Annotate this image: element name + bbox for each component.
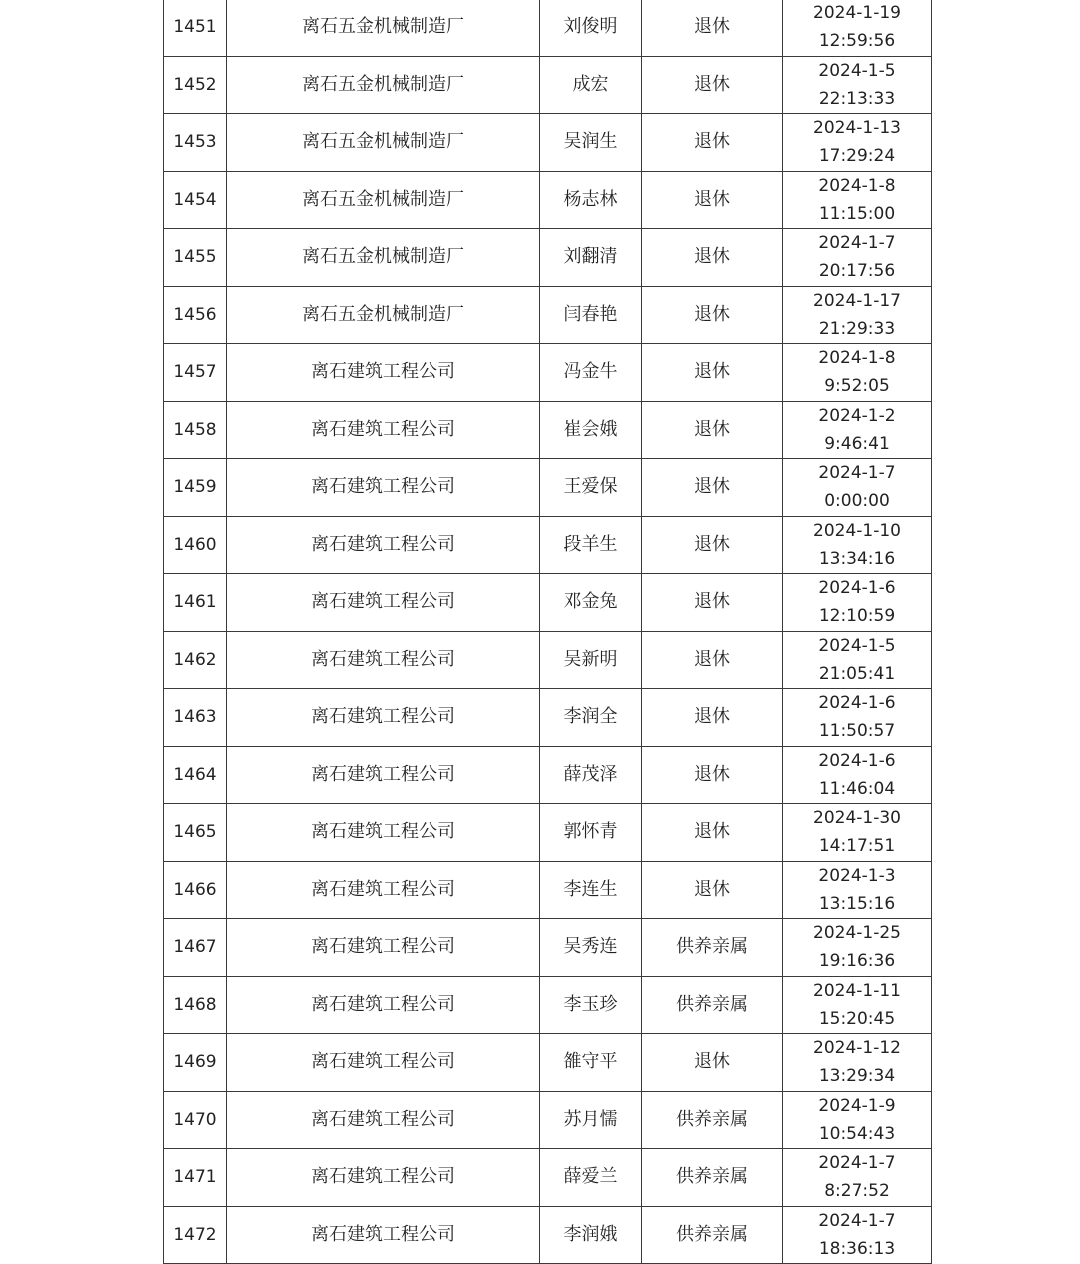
unit-name-cell: 离石建筑工程公司 [227, 401, 540, 459]
table-row [164, 1206, 932, 1264]
time-text: 14:17:51 [818, 836, 896, 857]
date-text: 2024-1-7 [818, 1210, 896, 1231]
date-text: 2024-1-17 [813, 290, 901, 311]
category-cell: 退休 [642, 574, 783, 632]
row-number-cell: 1459 [164, 459, 227, 517]
datetime-cell [783, 401, 932, 459]
table-row [164, 1034, 932, 1092]
person-name-cell: 薛爱兰 [540, 1149, 642, 1207]
datetime-cell [783, 114, 932, 172]
category-cell: 退休 [642, 56, 783, 114]
person-name-cell: 薛茂泽 [540, 746, 642, 804]
datetime-cell [783, 976, 932, 1034]
datetime-cell [783, 1206, 932, 1264]
date-text: 2024-1-6 [818, 578, 896, 599]
table-row [164, 1091, 932, 1149]
table-row [164, 574, 932, 632]
datetime-cell [783, 1034, 932, 1092]
date-text: 2024-1-7 [818, 233, 896, 254]
table-row [164, 919, 932, 977]
person-name-cell: 王爱保 [540, 459, 642, 517]
date-text: 2024-1-10 [813, 520, 901, 541]
unit-name-cell: 离石五金机械制造厂 [227, 0, 540, 56]
datetime-cell [783, 919, 932, 977]
row-number-cell: 1452 [164, 56, 227, 114]
person-name-cell: 李润全 [540, 689, 642, 747]
datetime-cell [783, 516, 932, 574]
record-table [163, 0, 932, 1264]
unit-name-cell: 离石建筑工程公司 [227, 976, 540, 1034]
time-text: 8:27:52 [824, 1181, 890, 1202]
time-text: 19:16:36 [818, 951, 896, 972]
datetime-cell [783, 631, 932, 689]
time-text: 20:17:56 [818, 261, 896, 282]
datetime-cell [783, 1091, 932, 1149]
row-number-cell: 1472 [164, 1206, 227, 1264]
person-name-cell: 成宏 [540, 56, 642, 114]
category-cell: 退休 [642, 746, 783, 804]
row-number-cell: 1463 [164, 689, 227, 747]
table-row [164, 804, 932, 862]
category-cell: 退休 [642, 804, 783, 862]
time-text: 12:10:59 [818, 606, 896, 627]
row-number-cell: 1467 [164, 919, 227, 977]
datetime-cell [783, 344, 932, 402]
person-name-cell: 雒守平 [540, 1034, 642, 1092]
row-number-cell: 1457 [164, 344, 227, 402]
table-row [164, 171, 932, 229]
datetime-cell [783, 229, 932, 287]
unit-name-cell: 离石五金机械制造厂 [227, 171, 540, 229]
category-cell: 供养亲属 [642, 1206, 783, 1264]
category-cell: 退休 [642, 631, 783, 689]
table-body [164, 0, 932, 1264]
unit-name-cell: 离石五金机械制造厂 [227, 56, 540, 114]
row-number-cell: 1451 [164, 0, 227, 56]
time-text: 13:15:16 [818, 893, 896, 914]
unit-name-cell: 离石五金机械制造厂 [227, 114, 540, 172]
date-text: 2024-1-30 [813, 808, 901, 829]
table-row [164, 286, 932, 344]
category-cell: 供养亲属 [642, 1149, 783, 1207]
date-text: 2024-1-5 [818, 635, 896, 656]
person-name-cell: 李连生 [540, 861, 642, 919]
row-number-cell: 1462 [164, 631, 227, 689]
time-text: 13:29:34 [818, 1066, 896, 1087]
date-text: 2024-1-6 [818, 693, 896, 714]
table-row [164, 114, 932, 172]
record-table-container [163, 0, 928, 1264]
unit-name-cell: 离石五金机械制造厂 [227, 286, 540, 344]
datetime-cell [783, 689, 932, 747]
person-name-cell: 闫春艳 [540, 286, 642, 344]
unit-name-cell: 离石五金机械制造厂 [227, 229, 540, 287]
row-number-cell: 1470 [164, 1091, 227, 1149]
row-number-cell: 1465 [164, 804, 227, 862]
unit-name-cell: 离石建筑工程公司 [227, 344, 540, 402]
category-cell: 退休 [642, 171, 783, 229]
datetime-cell [783, 861, 932, 919]
row-number-cell: 1456 [164, 286, 227, 344]
table-row [164, 516, 932, 574]
category-cell: 退休 [642, 459, 783, 517]
table-row [164, 1149, 932, 1207]
table-row [164, 746, 932, 804]
person-name-cell: 吴润生 [540, 114, 642, 172]
table-row [164, 229, 932, 287]
person-name-cell: 段羊生 [540, 516, 642, 574]
row-number-cell: 1455 [164, 229, 227, 287]
unit-name-cell: 离石建筑工程公司 [227, 1206, 540, 1264]
time-text: 9:52:05 [824, 376, 890, 397]
person-name-cell: 吴秀连 [540, 919, 642, 977]
person-name-cell: 李玉珍 [540, 976, 642, 1034]
person-name-cell: 李润娥 [540, 1206, 642, 1264]
time-text: 11:15:00 [818, 203, 896, 224]
unit-name-cell: 离石建筑工程公司 [227, 574, 540, 632]
time-text: 11:50:57 [818, 721, 896, 742]
unit-name-cell: 离石建筑工程公司 [227, 459, 540, 517]
datetime-cell [783, 804, 932, 862]
table-row [164, 56, 932, 114]
date-text: 2024-1-7 [818, 1153, 896, 1174]
row-number-cell: 1471 [164, 1149, 227, 1207]
time-text: 21:29:33 [818, 318, 896, 339]
unit-name-cell: 离石建筑工程公司 [227, 1034, 540, 1092]
date-text: 2024-1-8 [818, 348, 896, 369]
unit-name-cell: 离石建筑工程公司 [227, 861, 540, 919]
unit-name-cell: 离石建筑工程公司 [227, 1149, 540, 1207]
time-text: 15:20:45 [818, 1008, 896, 1029]
date-text: 2024-1-12 [813, 1038, 901, 1059]
time-text: 12:59:56 [818, 31, 896, 52]
category-cell: 退休 [642, 689, 783, 747]
time-text: 13:34:16 [818, 548, 896, 569]
unit-name-cell: 离石建筑工程公司 [227, 631, 540, 689]
category-cell: 供养亲属 [642, 919, 783, 977]
datetime-cell [783, 1149, 932, 1207]
table-row [164, 344, 932, 402]
category-cell: 退休 [642, 286, 783, 344]
time-text: 0:00:00 [824, 491, 890, 512]
person-name-cell: 冯金牛 [540, 344, 642, 402]
table-row [164, 0, 932, 56]
person-name-cell: 邓金兔 [540, 574, 642, 632]
category-cell: 退休 [642, 0, 783, 56]
date-text: 2024-1-3 [818, 865, 896, 886]
table-row [164, 631, 932, 689]
date-text: 2024-1-6 [818, 750, 896, 771]
time-text: 11:46:04 [818, 778, 896, 799]
table-row [164, 689, 932, 747]
date-text: 2024-1-13 [813, 118, 901, 139]
person-name-cell: 吴新明 [540, 631, 642, 689]
datetime-cell [783, 0, 932, 56]
row-number-cell: 1466 [164, 861, 227, 919]
category-cell: 退休 [642, 344, 783, 402]
category-cell: 退休 [642, 229, 783, 287]
table-row [164, 861, 932, 919]
time-text: 18:36:13 [818, 1238, 896, 1259]
unit-name-cell: 离石建筑工程公司 [227, 746, 540, 804]
datetime-cell [783, 56, 932, 114]
row-number-cell: 1464 [164, 746, 227, 804]
datetime-cell [783, 459, 932, 517]
category-cell: 退休 [642, 516, 783, 574]
date-text: 2024-1-25 [813, 923, 901, 944]
table-row [164, 401, 932, 459]
category-cell: 供养亲属 [642, 1091, 783, 1149]
row-number-cell: 1469 [164, 1034, 227, 1092]
unit-name-cell: 离石建筑工程公司 [227, 804, 540, 862]
row-number-cell: 1458 [164, 401, 227, 459]
person-name-cell: 刘俊明 [540, 0, 642, 56]
datetime-cell [783, 171, 932, 229]
date-text: 2024-1-9 [818, 1095, 896, 1116]
date-text: 2024-1-2 [818, 405, 896, 426]
person-name-cell: 杨志林 [540, 171, 642, 229]
date-text: 2024-1-11 [813, 980, 901, 1001]
unit-name-cell: 离石建筑工程公司 [227, 919, 540, 977]
category-cell: 供养亲属 [642, 976, 783, 1034]
person-name-cell: 崔会娥 [540, 401, 642, 459]
row-number-cell: 1468 [164, 976, 227, 1034]
time-text: 21:05:41 [818, 663, 896, 684]
date-text: 2024-1-7 [818, 463, 896, 484]
row-number-cell: 1454 [164, 171, 227, 229]
person-name-cell: 刘翻清 [540, 229, 642, 287]
unit-name-cell: 离石建筑工程公司 [227, 1091, 540, 1149]
table-row [164, 459, 932, 517]
time-text: 22:13:33 [818, 88, 896, 109]
category-cell: 退休 [642, 401, 783, 459]
datetime-cell [783, 746, 932, 804]
date-text: 2024-1-19 [813, 3, 901, 24]
time-text: 17:29:24 [818, 146, 896, 167]
date-text: 2024-1-8 [818, 175, 896, 196]
person-name-cell: 郭怀青 [540, 804, 642, 862]
time-text: 10:54:43 [818, 1123, 896, 1144]
datetime-cell [783, 574, 932, 632]
date-text: 2024-1-5 [818, 60, 896, 81]
category-cell: 退休 [642, 114, 783, 172]
table-row [164, 976, 932, 1034]
row-number-cell: 1453 [164, 114, 227, 172]
unit-name-cell: 离石建筑工程公司 [227, 516, 540, 574]
person-name-cell: 苏月懦 [540, 1091, 642, 1149]
time-text: 9:46:41 [824, 433, 890, 454]
row-number-cell: 1461 [164, 574, 227, 632]
category-cell: 退休 [642, 1034, 783, 1092]
unit-name-cell: 离石建筑工程公司 [227, 689, 540, 747]
row-number-cell: 1460 [164, 516, 227, 574]
category-cell: 退休 [642, 861, 783, 919]
datetime-cell [783, 286, 932, 344]
